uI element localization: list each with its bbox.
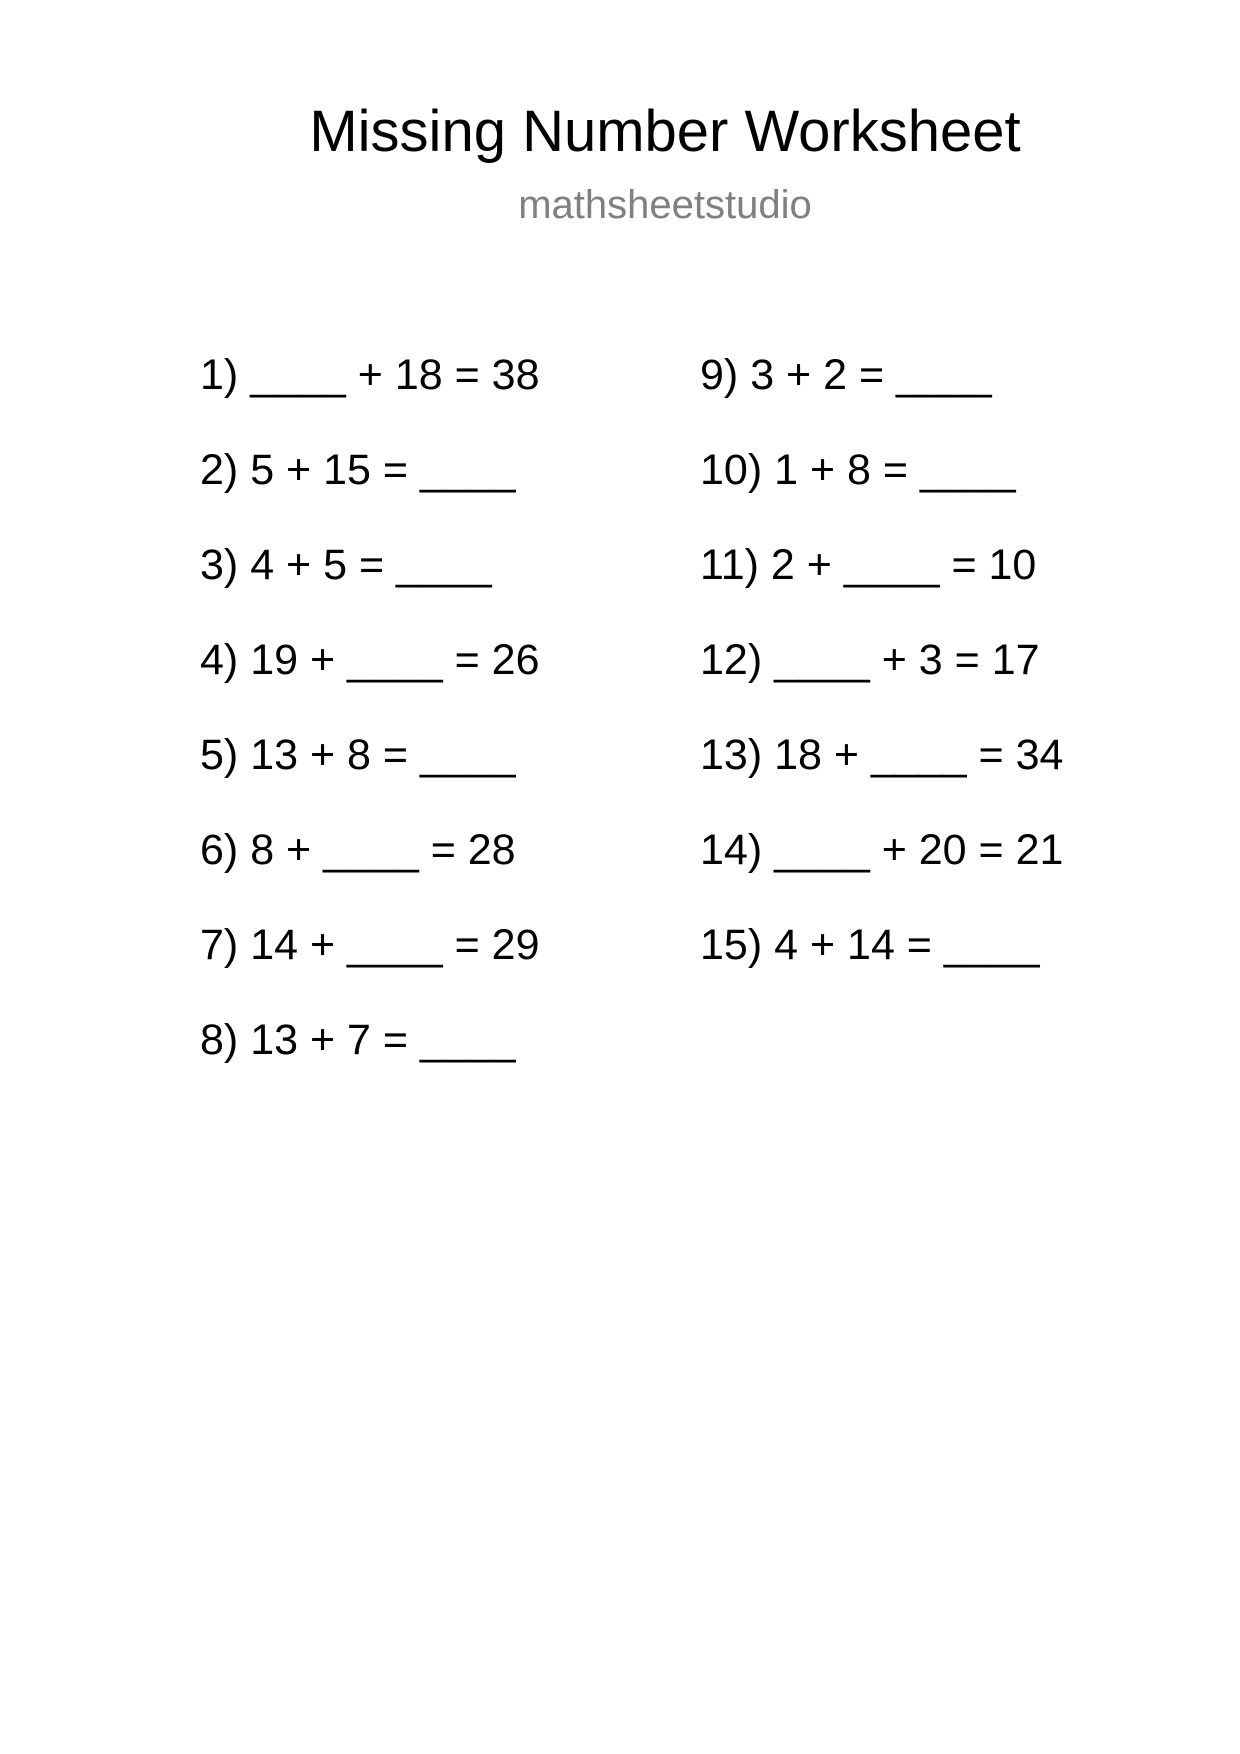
problem-equation: 5 + 15 = ____	[250, 446, 516, 494]
problem-12	[700, 635, 1040, 685]
problem-7	[200, 920, 540, 970]
problem-equation: 4 + 5 = ____	[250, 541, 492, 589]
problem-4	[200, 635, 540, 685]
problem-number: 4)	[200, 636, 239, 684]
problem-6	[200, 825, 516, 875]
page-subtitle: mathsheetstudio	[518, 183, 812, 227]
problem-number: 14)	[700, 826, 763, 874]
problem-equation: ____ + 3 = 17	[774, 636, 1040, 684]
problem-2	[200, 445, 516, 495]
problem-1	[200, 350, 540, 400]
problem-number: 15)	[700, 921, 763, 969]
problem-number: 11)	[700, 541, 759, 589]
problem-number: 8)	[200, 1016, 239, 1064]
problem-number: 13)	[700, 731, 763, 779]
problem-number: 1)	[200, 351, 239, 399]
problem-equation: 13 + 8 = ____	[250, 731, 516, 779]
problem-equation: ____ + 20 = 21	[774, 826, 1064, 874]
problem-equation: ____ + 18 = 38	[250, 351, 540, 399]
problem-equation: 3 + 2 = ____	[750, 351, 992, 399]
problem-number: 7)	[200, 921, 239, 969]
problem-equation: 4 + 14 = ____	[774, 921, 1040, 969]
problem-number: 6)	[200, 826, 239, 874]
problem-15	[700, 920, 1040, 970]
problem-equation: 19 + ____ = 26	[250, 636, 540, 684]
problem-8	[200, 1015, 516, 1065]
problem-14	[700, 825, 1063, 875]
problem-number: 2)	[200, 446, 239, 494]
problem-number: 3)	[200, 541, 239, 589]
problem-3	[200, 540, 492, 590]
problem-equation: 1 + 8 = ____	[774, 446, 1016, 494]
problem-number: 5)	[200, 731, 239, 779]
problem-13	[700, 730, 1063, 780]
problem-number: 10)	[700, 446, 763, 494]
problem-equation: 2 + ____ = 10	[770, 541, 1037, 589]
problem-equation: 13 + 7 = ____	[250, 1016, 516, 1064]
problem-equation: 8 + ____ = 28	[250, 826, 516, 874]
problem-11	[700, 540, 1036, 590]
problem-5	[200, 730, 516, 780]
problem-number: 12)	[700, 636, 763, 684]
page-title: Missing Number Worksheet	[309, 99, 1021, 164]
problem-equation: 14 + ____ = 29	[250, 921, 540, 969]
problem-9	[700, 350, 992, 400]
problem-number: 9)	[700, 351, 739, 399]
problem-10	[700, 445, 1016, 495]
problem-equation: 18 + ____ = 34	[774, 731, 1064, 779]
